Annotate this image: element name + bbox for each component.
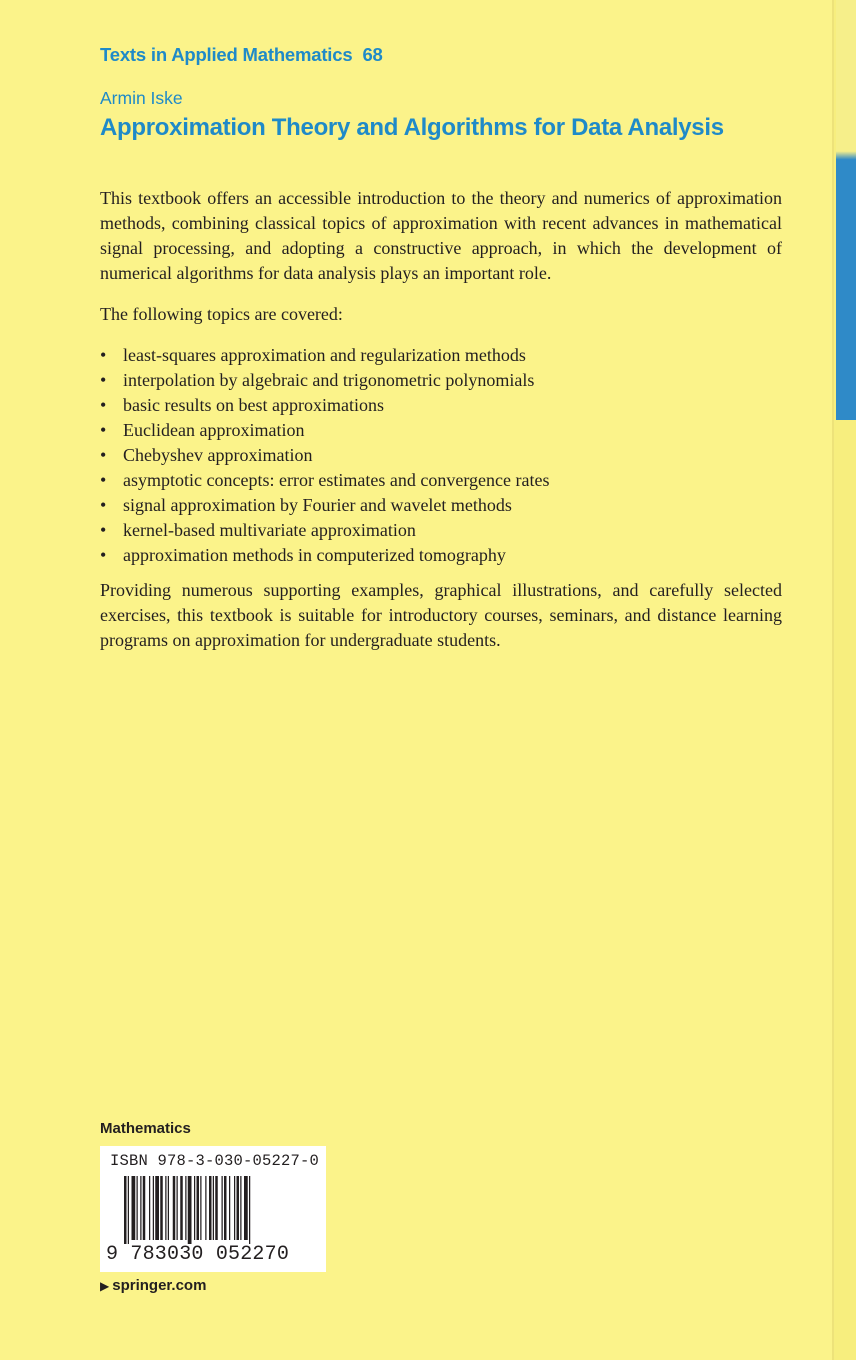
barcode-bar [205,1176,206,1240]
list-item [100,493,782,518]
topic-text: Euclidean approximation [123,420,305,440]
barcode-bar [168,1176,169,1240]
barcode-bar [234,1176,235,1240]
topic-text: Chebyshev approximation [123,445,313,465]
intro-paragraph: This textbook offers an accessible introduction to the theory and numerics of approximation methods, combining classical topics of approximation with recent advances in mathematical signal processing, and adopting a constructive approach, in which the development of numerical algorithms for data analysis plays an important role. [100,188,782,283]
topic-text: interpolation by algebraic and trigonometric polynomials [123,370,535,390]
topic-text: approximation methods in computerized tomography [123,545,506,565]
barcode-bar [244,1176,248,1240]
spine-color-band [836,0,856,420]
list-item [100,443,782,468]
barcode-bar [185,1176,186,1240]
barcode-bars [100,1176,326,1244]
series-name: Texts in Applied Mathematics [100,44,353,65]
bullet-icon: • [100,545,107,565]
barcode-bar [215,1176,218,1240]
barcode-bar [249,1176,250,1244]
barcode-digits: 9 783030 052270 [106,1243,290,1266]
barcode-bar [213,1176,214,1240]
topic-text: least-squares approximation and regularization methods [123,345,526,365]
topic-text: basic results on best approximations [123,395,384,415]
list-item [100,468,782,493]
barcode-bar [188,1176,192,1244]
barcode-bar [140,1176,141,1240]
barcode-bar [209,1176,212,1240]
barcode-bar [173,1176,176,1240]
barcode-bar [132,1176,136,1240]
blurb [100,186,782,653]
bullet-icon: • [100,445,107,465]
barcode-bar [177,1176,178,1240]
barcode-bar [197,1176,200,1240]
list-item [100,393,782,418]
barcode-bar [194,1176,195,1240]
barcode-bar [200,1176,201,1240]
list-item [100,518,782,543]
bullet-icon: • [100,370,107,390]
list-item [100,418,782,443]
bullet-icon: • [100,345,107,365]
website-text: springer.com [112,1277,207,1294]
topic-text: asymptotic concepts: error estimates and convergence rates [123,470,550,490]
barcode-bar [153,1176,154,1240]
topic-text: kernel-based multivariate approximation [123,520,416,540]
closing-paragraph: Providing numerous supporting examples, graphical illustrations, and carefully selected exercises, this textbook is suitable for introductory courses, seminars, and distance learning programs on approximation for undergraduate students. [100,580,782,650]
isbn-number: ISBN 978-3-030-05227-0 [110,1152,320,1170]
bullet-icon: • [100,495,107,515]
barcode-bar [229,1176,230,1240]
barcode-bar [124,1176,127,1244]
barcode-bar [149,1176,150,1240]
subject-category: Mathematics [100,1120,191,1137]
list-item [100,343,782,368]
barcode-bar [143,1176,146,1240]
barcode-bar [222,1176,223,1240]
bullet-icon: • [100,470,107,490]
barcode-bar [240,1176,241,1240]
author-name: Armin Iske [100,88,183,108]
barcode-bar [160,1176,163,1240]
series-volume: 68 [362,44,383,65]
topics-list [100,343,782,568]
barcode-bar [237,1176,240,1240]
list-item [100,368,782,393]
series-heading [100,44,383,66]
barcode-bar [180,1176,183,1240]
barcode-bar [165,1176,166,1240]
barcode-bar [155,1176,159,1240]
play-arrow-icon: ▶ [100,1279,110,1293]
bullet-icon: • [100,520,107,540]
isbn-barcode [100,1146,326,1272]
barcode-bar [128,1176,129,1244]
topic-text: signal approximation by Fourier and wavelet methods [123,495,512,515]
barcode-bar [137,1176,138,1240]
bullet-icon: • [100,420,107,440]
publisher-website[interactable] [100,1277,206,1294]
book-title: Approximation Theory and Algorithms for Data Analysis [100,114,724,141]
barcode-bar [224,1176,227,1240]
list-item [100,543,782,568]
bullet-icon: • [100,395,107,415]
topics-lead: The following topics are covered: [100,304,343,324]
